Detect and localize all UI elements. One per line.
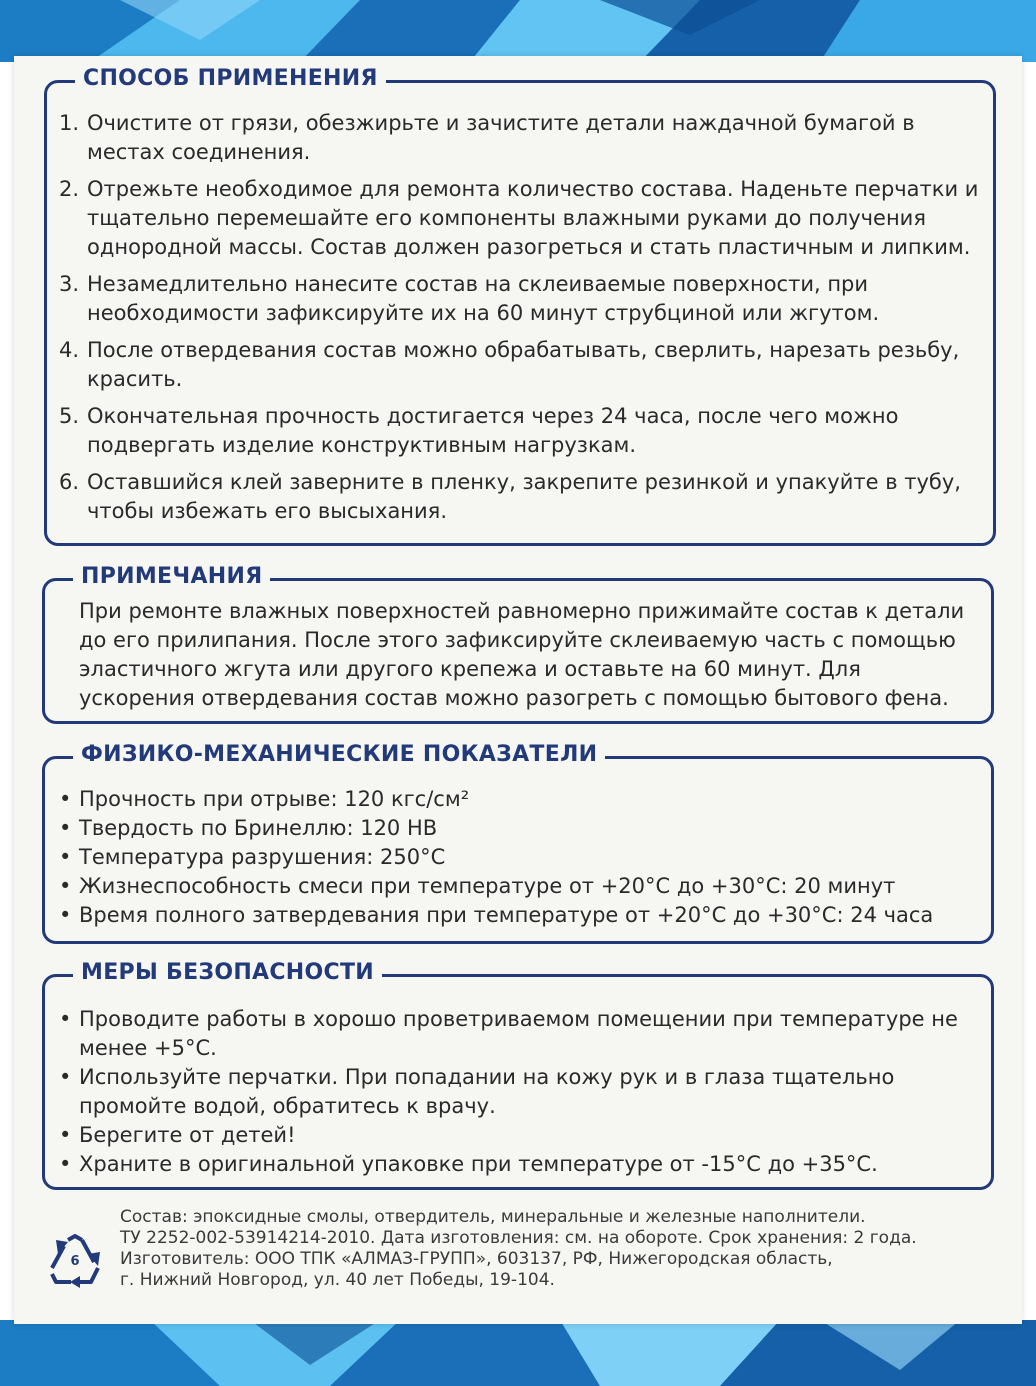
usage-step: 3. Незамедлительно нанесите состав на склеиваемые поверхности, при необходимости зафиксируйте их на 60 минут струбциной или жгутом.	[59, 272, 880, 325]
usage-step-text: После отвердевания состав можно обрабатывать, сверлить, нарезать резьбу, красить.	[87, 338, 960, 391]
physical-item: • Температура разрушения: 250°C	[57, 843, 979, 872]
usage-step: 2. Отрежьте необходимое для ремонта количество состава. Наденьте перчатки и тщательно перемешайте его компоненты влажными руками до получения однородной массы. Состав должен разогреться и стать пластичным и липким.	[59, 177, 979, 259]
usage-step-text: Оставшийся клей заверните в пленку, закрепите резинкой и упакуйте в тубу, чтобы избежать его высыхания.	[87, 470, 961, 523]
usage-step: 4. После отвердевания состав можно обрабатывать, сверлить, нарезать резьбу, красить.	[59, 338, 960, 391]
physical-item: • Твердость по Бринеллю: 120 НВ	[57, 814, 979, 843]
footer-manufacturer: Изготовитель: ООО ТПК «АЛМАЗ-ГРУПП», 603137, РФ, Нижегородская область,	[120, 1249, 833, 1269]
usage-step: 6. Оставшийся клей заверните в пленку, закрепите резинкой и упакуйте в тубу, чтобы избежать его высыхания.	[59, 470, 961, 523]
usage-step-text: Незамедлительно нанесите состав на склеиваемые поверхности, при необходимости зафиксируйте их на 60 минут струбциной или жгутом.	[87, 272, 880, 325]
recycle-icon	[44, 1232, 106, 1290]
usage-title: СПОСОБ ПРИМЕНЕНИЯ	[75, 66, 386, 91]
physical-title: ФИЗИКО-МЕХАНИЧЕСКИЕ ПОКАЗАТЕЛИ	[73, 742, 605, 767]
usage-steps	[59, 109, 979, 534]
physical-section	[42, 742, 994, 944]
physical-item: • Жизнеспособность смеси при температуре от +20°C до +30°C: 20 минут	[57, 872, 979, 901]
notes-title: ПРИМЕЧАНИЯ	[73, 564, 270, 589]
footer-tu: ТУ 2252-002-53914214-2010. Дата изготовления: см. на обороте. Срок хранения: 2 года.	[120, 1228, 917, 1248]
notes-section	[42, 564, 994, 724]
usage-step-text: Окончательная прочность достигается через 24 часа, после чего можно подвергать изделие конструктивным нагрузкам.	[87, 404, 899, 457]
top-decorative-band	[0, 0, 1036, 62]
safety-section	[42, 960, 994, 1190]
physical-item: • Время полного затвердевания при температуре от +20°C до +30°C: 24 часа	[57, 901, 979, 930]
safety-item: • Берегите от детей!	[57, 1121, 979, 1150]
safety-item: • Используйте перчатки. При попадании на кожу рук и в глаза тщательно промойте водой, обратитесь к врачу.	[57, 1063, 979, 1121]
safety-list	[57, 1005, 979, 1179]
notes-text: При ремонте влажных поверхностей равномерно прижимайте состав к детали до его прилипания. После этого зафиксируйте склеиваемую часть с помощью эластичного жгута или другого крепежа и оставьте на 60 минут. Для ускорения отвердевания состав можно разогреть с помощью бытового фена.	[79, 599, 965, 710]
bottom-decorative-band	[0, 1320, 1036, 1386]
footer-composition: Состав: эпоксидные смолы, отвердитель, минеральные и железные наполнители.	[120, 1207, 866, 1227]
safety-title: МЕРЫ БЕЗОПАСНОСТИ	[73, 960, 382, 985]
physical-list	[57, 785, 979, 930]
safety-item: • Храните в оригинальной упаковке при температуре от -15°C до +35°C.	[57, 1150, 979, 1179]
footer-address: г. Нижний Новгород, ул. 40 лет Победы, 19-104.	[120, 1270, 555, 1290]
usage-step-text: Отрежьте необходимое для ремонта количество состава. Наденьте перчатки и тщательно перемешайте его компоненты влажными руками до получения однородной массы. Состав должен разогреться и стать пластичным и липким.	[87, 177, 979, 259]
usage-step-text: Очистите от грязи, обезжирьте и зачистите детали наждачной бумагой в местах соединения.	[87, 111, 915, 164]
physical-item: • Прочность при отрыве: 120 кгс/см²	[57, 785, 979, 814]
footer-info	[120, 1207, 980, 1291]
recycle-code: 6	[70, 1254, 80, 1269]
usage-step: 1. Очистите от грязи, обезжирьте и зачистите детали наждачной бумагой в местах соединения.	[59, 111, 915, 164]
safety-item: • Проводите работы в хорошо проветриваемом помещении при температуре не менее +5°C.	[57, 1005, 979, 1063]
usage-section	[44, 66, 996, 546]
usage-step: 5. Окончательная прочность достигается через 24 часа, после чего можно подвергать изделие конструктивным нагрузкам.	[59, 404, 899, 457]
